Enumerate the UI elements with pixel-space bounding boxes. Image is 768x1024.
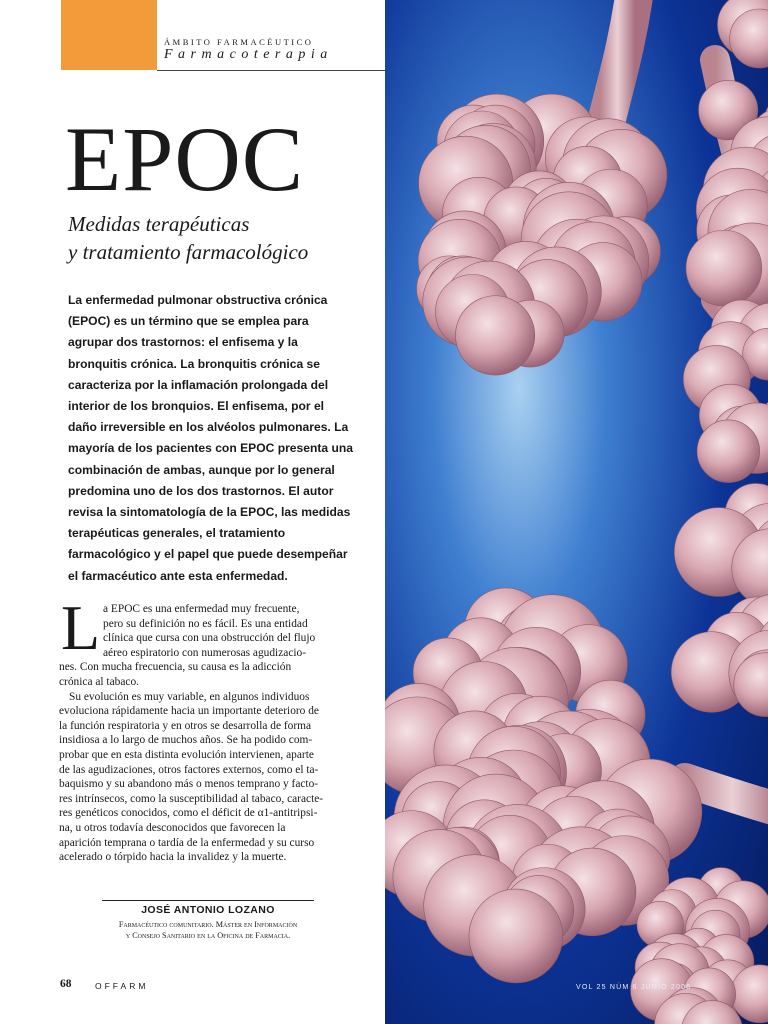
body-line: a EPOC es una enfermedad muy frecuente, (103, 603, 300, 615)
abstract-line: La enfermedad pulmonar obstructiva crónica (68, 293, 328, 307)
drop-cap: L (61, 592, 101, 663)
abstract-line: daño irreversible en los alvéolos pulmonares. La (68, 420, 349, 435)
abstract-line: combinación de ambas, aunque por lo general (68, 462, 335, 477)
alveolus-cell (456, 296, 535, 375)
abstract-line: caracteriza por la inflamación prolongada del (68, 377, 329, 392)
body-line: res intrínsecos, como la susceptibilidad al tabaco, caracte- (59, 792, 324, 805)
body-text (59, 602, 359, 865)
article-subtitle (68, 210, 308, 266)
body-line: res genéticos conocidos, como el déficit de α1-antitripsi- (59, 807, 318, 820)
alveolus-cell (469, 889, 563, 983)
body-line: Su evolución es muy variable, en algunos individuos (69, 690, 310, 703)
abstract-line: farmacológico y el papel que puede desempeñar (68, 547, 348, 562)
article-title: EPOC (65, 108, 305, 210)
body-line: de las agudizaciones, otros factores externos, como el ta- (59, 763, 319, 776)
affiliation-line: y Consejo Sanitario en la Oficina de Farmacia. (125, 930, 291, 940)
alveolus-cell (686, 230, 762, 306)
section-label: ÁMBITO FARMACÉUTICO (164, 37, 314, 47)
author-name: JOSÉ ANTONIO LOZANO (141, 904, 275, 916)
abstract-line: el farmacéutico ante esta enfermedad. (68, 568, 288, 583)
abstract-line: bronquitis crónica. La bronquitis crónica se (68, 356, 320, 371)
body-line: nes. Con mucha frecuencia, su causa es la adicción (59, 661, 292, 674)
body-line: baquismo y su abandono más o menos temprano y facto- (59, 778, 319, 791)
abstract-line: terapéuticas generales, el tratamiento (68, 526, 286, 541)
alveolus-cell (697, 420, 760, 483)
alveoli-illustration (385, 0, 768, 1024)
page-number: 68 (60, 978, 72, 990)
subtitle-line: y tratamiento farmacológico (68, 240, 309, 264)
body-line: acelerado o tórpido hacia la invalidez y la muerte. (59, 851, 287, 864)
body-line: probar que en esta distinta evolución intervienen, aparte (59, 748, 314, 761)
body-line: na, u otros todavía desconocidos que favorecen la (59, 821, 286, 834)
journal-name: OFFARM (95, 981, 149, 991)
abstract-line: (EPOC) es un término que se emplea para (68, 314, 309, 329)
abstract-line: interior de los bronquios. El enfisema, por el (68, 399, 325, 414)
body-line: aéreo espiratorio con numerosas agudizacio- (103, 646, 307, 659)
body-line: pero su definición no es fácil. Es una entidad (103, 617, 308, 630)
body-line: insidiosa a lo largo de muchos años. Se ha podido com- (59, 734, 313, 747)
abstract-line: predomina uno de los dos trastornos. El autor (68, 483, 334, 498)
body-line: la función respiratoria y en otros se desarrolla de forma (59, 719, 312, 732)
abstract-line: revisa la sintomatología de la EPOC, las medidas (68, 505, 351, 520)
affiliation-line: Farmacéutico comunitario. Máster en Información (118, 920, 298, 929)
volume-info: VOL 25 NÚM 6 JUNIO 2006 (576, 984, 692, 991)
header-rule (157, 70, 385, 71)
section-title: Farmacoterapia (164, 47, 333, 62)
author-affiliation (84, 920, 332, 941)
abstract-line: mayoría de los pacientes con EPOC presenta una (68, 441, 353, 456)
body-line: clínica que cursa con una obstrucción del flujo (103, 632, 316, 645)
abstract-line: agrupar dos trastornos: el enfisema y la (68, 335, 298, 350)
subtitle-line: Medidas terapéuticas (68, 212, 250, 236)
body-line: evoluciona rápidamente hacia un importante deterioro de (59, 705, 319, 718)
accent-block (61, 0, 157, 70)
abstract (68, 290, 360, 587)
body-line: aparición temprana o tardía de la enfermedad y su curso (59, 836, 315, 849)
author-rule (102, 900, 314, 901)
body-line: crónica al tabaco. (59, 675, 140, 688)
